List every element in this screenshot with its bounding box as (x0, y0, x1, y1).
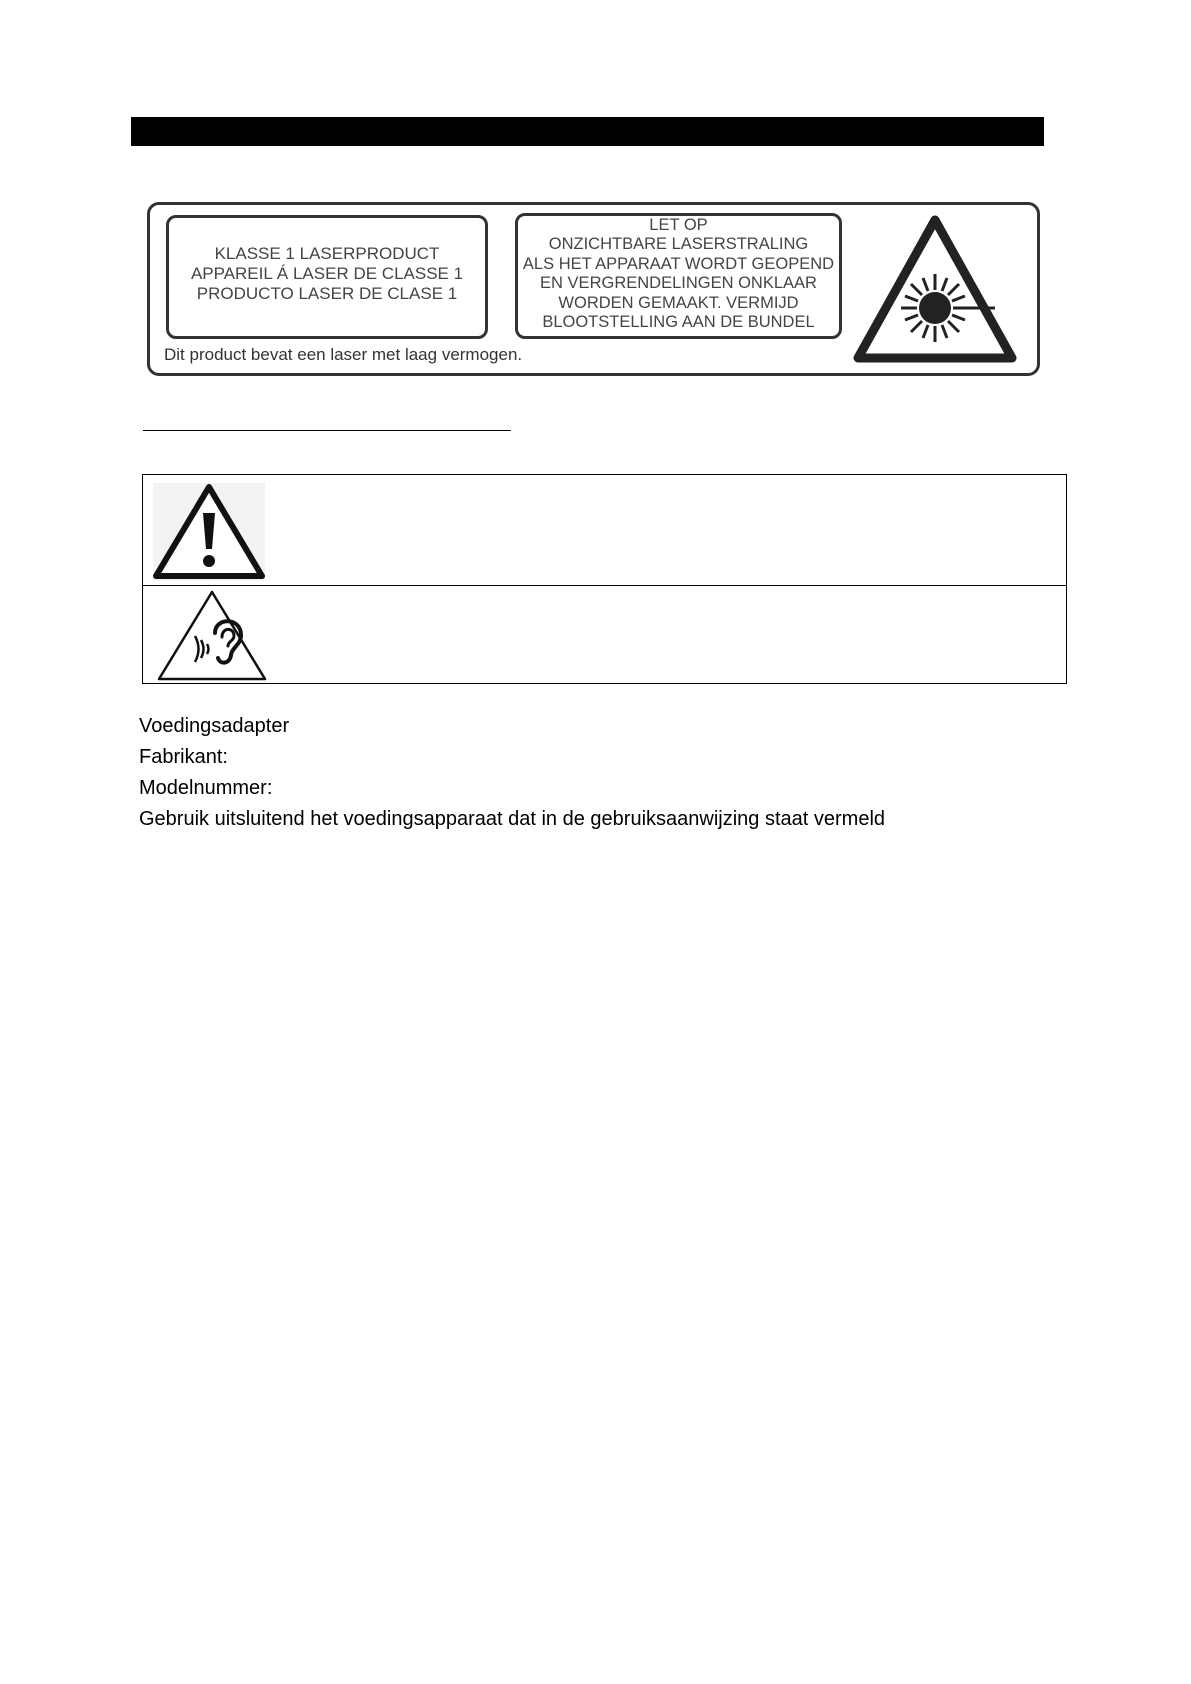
laser-caution-text (518, 216, 839, 332)
class-line: KLASSE 1 LASERPRODUCT (214, 244, 440, 263)
manufacturer-label: Fabrikant: (139, 746, 228, 768)
warning-symbols-table (142, 474, 1067, 684)
exclamation-warning-icon (153, 483, 265, 581)
laser-class-box (166, 215, 488, 339)
caution-line: LET OP (649, 216, 708, 234)
table-row-divider (143, 585, 1066, 586)
class-line: PRODUCTO LASER DE CLASE 1 (196, 284, 458, 303)
caution-line: ONZICHTBARE LASERSTRALING (548, 235, 809, 254)
caution-line: WORDEN GEMAAKT. VERMIJD (558, 293, 799, 312)
adapter-heading: Voedingsadapter (139, 715, 290, 737)
caution-line: EN VERGRENDELINGEN ONKLAAR (540, 274, 817, 293)
laser-radiation-warning-icon (852, 214, 1018, 364)
adapter-instruction: Gebruik uitsluitend het voedingsapparaat dat in de gebruiksaanwijzing staat vermeld (139, 808, 886, 830)
class-line: APPAREIL Á LASER DE CLASSE 1 (190, 264, 464, 283)
horizontal-rule (143, 430, 511, 431)
hearing-warning-icon (157, 589, 267, 681)
laser-footnote: Dit product bevat een laser met laag vermogen. (164, 345, 523, 364)
model-number-label: Modelnummer: (139, 777, 273, 799)
caution-line: BLOOTSTELLING AAN DE BUNDEL (542, 313, 815, 332)
laser-caution-box (515, 213, 842, 339)
laser-class-text (169, 244, 485, 304)
section-header-bar (131, 117, 1044, 146)
caution-line: ALS HET APPARAAT WORDT GEOPEND (522, 254, 835, 273)
